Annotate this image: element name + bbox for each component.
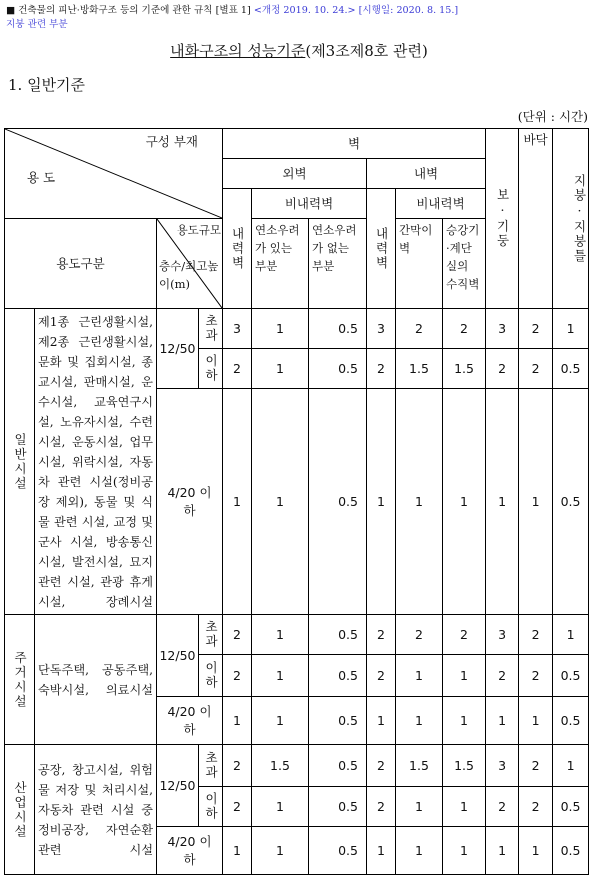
- beam-column-header: 보·기둥: [486, 129, 519, 309]
- value-cell: 1: [223, 827, 252, 875]
- value-cell: 1: [443, 389, 486, 615]
- value-cell: 2: [223, 787, 252, 827]
- value-cell: 2: [486, 349, 519, 389]
- value-cell: 0.5: [309, 349, 367, 389]
- value-cell: 1: [367, 389, 396, 615]
- table-row: [5, 309, 589, 349]
- cond-cell: 초과: [199, 309, 223, 349]
- cond-cell: 초과: [199, 745, 223, 787]
- component-label: 구성 부재: [145, 134, 198, 149]
- inner-bearing-header: 내력벽: [367, 189, 396, 309]
- no-fire-risk-header: 연소우려가 없는 부분: [309, 219, 367, 309]
- group-industrial: 산업시설: [5, 745, 35, 875]
- fire-risk-header: 연소우려가 있는 부분: [252, 219, 309, 309]
- wall-header: 벽: [223, 129, 486, 159]
- cond-cell: 이하: [199, 655, 223, 697]
- value-cell: 2: [443, 615, 486, 655]
- group-residential: 주거시설: [5, 615, 35, 745]
- value-cell: 1.5: [396, 745, 443, 787]
- cond-cell: 4/20 이하: [157, 389, 223, 615]
- value-cell: 0.5: [553, 827, 589, 875]
- value-cell: 1: [396, 389, 443, 615]
- inner-wall-header: 내벽: [367, 159, 486, 189]
- value-cell: 2: [367, 787, 396, 827]
- value-cell: 2: [367, 655, 396, 697]
- value-cell: 1: [396, 655, 443, 697]
- value-cell: 3: [367, 309, 396, 349]
- outer-nonbearing-header: 비내력벽: [252, 189, 367, 219]
- value-cell: 2: [223, 745, 252, 787]
- value-cell: 1: [486, 389, 519, 615]
- floors-height-label: 층수/최고높이(m): [159, 259, 219, 291]
- value-cell: 1: [252, 389, 309, 615]
- value-cell: 2: [519, 615, 553, 655]
- fire-resistance-table: [4, 128, 589, 875]
- value-cell: 1: [223, 389, 252, 615]
- shaft-wall-header: 승강기·계단실의 수직벽: [443, 219, 486, 309]
- general-uses: 제1종 근린생활시설, 제2종 근린생활시설, 문화 및 집회시설, 종교시설, 판매시설, 운수시설, 교육연구시설, 노유자시설, 수련시설, 운동시설, 업무시설, 위락시설, 자동차 관련 시설(정비공장 제외), 동물 및 식물 관련 시설, 교정 및 군사 시설, 방송통신시설, 발전시설, 묘지 관련 시설, 관광 휴게시설, 장례시설: [35, 309, 157, 615]
- value-cell: 0.5: [553, 349, 589, 389]
- value-cell: 2: [519, 655, 553, 697]
- value-cell: 2: [367, 615, 396, 655]
- value-cell: 1: [252, 697, 309, 745]
- value-cell: 1: [252, 615, 309, 655]
- value-cell: 2: [519, 349, 553, 389]
- general-height: 12/50: [157, 309, 199, 389]
- roof-header: 지붕·지붕틀: [553, 129, 589, 309]
- page-title: [0, 40, 598, 61]
- value-cell: 1: [396, 697, 443, 745]
- value-cell: 0.5: [309, 745, 367, 787]
- section-heading: 1. 일반기준: [8, 76, 86, 94]
- value-cell: 2: [486, 787, 519, 827]
- inner-nonbearing-header: 비내력벽: [396, 189, 486, 219]
- industrial-uses: 공장, 창고시설, 위험물 저장 및 처리시설, 자동차 관련 시설 중 정비공장, 자연순환 관련 시설: [35, 745, 157, 875]
- use-label: 용 도: [27, 170, 56, 185]
- value-cell: 2: [519, 309, 553, 349]
- value-cell: 0.5: [553, 389, 589, 615]
- value-cell: 1: [443, 827, 486, 875]
- value-cell: 1: [486, 827, 519, 875]
- value-cell: 1: [553, 309, 589, 349]
- value-cell: 3: [486, 745, 519, 787]
- value-cell: 2: [223, 615, 252, 655]
- value-cell: 1: [252, 827, 309, 875]
- value-cell: 0.5: [309, 615, 367, 655]
- value-cell: 2: [367, 349, 396, 389]
- value-cell: 1.5: [443, 745, 486, 787]
- value-cell: 2: [519, 745, 553, 787]
- value-cell: 0.5: [309, 655, 367, 697]
- value-cell: 2: [396, 309, 443, 349]
- value-cell: 0.5: [309, 309, 367, 349]
- value-cell: 1: [519, 827, 553, 875]
- cond-cell: 이하: [199, 349, 223, 389]
- value-cell: 1.5: [443, 349, 486, 389]
- value-cell: 2: [223, 349, 252, 389]
- header-diagonal-cell: [5, 129, 223, 219]
- value-cell: 1: [252, 349, 309, 389]
- value-cell: 1: [252, 309, 309, 349]
- value-cell: 1: [519, 389, 553, 615]
- value-cell: 0.5: [553, 787, 589, 827]
- value-cell: 1: [443, 697, 486, 745]
- title-main: 내화구조의 성능기준: [170, 42, 306, 60]
- title-suffix: (제3조제8호 관련): [305, 42, 428, 60]
- table-row: [5, 745, 589, 787]
- outer-wall-header: 외벽: [223, 159, 367, 189]
- group-general: 일반시설: [5, 309, 35, 615]
- value-cell: 2: [519, 787, 553, 827]
- value-cell: 1.5: [252, 745, 309, 787]
- value-cell: 2: [367, 745, 396, 787]
- cond-cell: 초과: [199, 615, 223, 655]
- value-cell: 0.5: [553, 655, 589, 697]
- value-cell: 3: [486, 615, 519, 655]
- value-cell: 1: [252, 655, 309, 697]
- revision-date[interactable]: <개정 2019. 10. 24.>: [253, 5, 356, 16]
- value-cell: 1: [553, 745, 589, 787]
- value-cell: 1: [443, 787, 486, 827]
- scale-label: 용도규모: [176, 223, 221, 237]
- value-cell: 0.5: [309, 389, 367, 615]
- value-cell: 2: [396, 615, 443, 655]
- value-cell: 1: [396, 827, 443, 875]
- value-cell: 0.5: [553, 697, 589, 745]
- unit-label: (단위 : 시간): [517, 109, 588, 124]
- value-cell: 1: [252, 787, 309, 827]
- value-cell: 2: [443, 309, 486, 349]
- use-class-header: 용도구분: [5, 219, 157, 309]
- value-cell: 2: [486, 655, 519, 697]
- value-cell: 1: [486, 697, 519, 745]
- value-cell: 2: [223, 655, 252, 697]
- industrial-height: 12/50: [157, 745, 199, 827]
- value-cell: 3: [486, 309, 519, 349]
- value-cell: 0.5: [309, 787, 367, 827]
- outer-bearing-header: 내력벽: [223, 189, 252, 309]
- value-cell: 3: [223, 309, 252, 349]
- residential-uses: 단독주택, 공동주택, 숙박시설, 의료시설: [35, 615, 157, 745]
- effective-date[interactable]: [시행일: 2020. 8. 15.]: [358, 5, 459, 16]
- value-cell: 0.5: [309, 827, 367, 875]
- cond-cell: 4/20 이하: [157, 697, 223, 745]
- value-cell: 1: [553, 615, 589, 655]
- value-cell: 1: [223, 697, 252, 745]
- value-cell: 1: [519, 697, 553, 745]
- table-row: [5, 615, 589, 655]
- law-reference: 건축물의 피난·방화구조 등의 기준에 관한 규칙 [별표 1]: [18, 5, 251, 16]
- value-cell: 1: [443, 655, 486, 697]
- law-header: [6, 4, 592, 32]
- scale-header: [157, 219, 223, 309]
- cond-cell: 4/20 이하: [157, 827, 223, 875]
- value-cell: 1: [367, 827, 396, 875]
- bullet-square-icon: ■: [6, 5, 16, 16]
- value-cell: 1: [367, 697, 396, 745]
- partition-header: 간막이벽: [396, 219, 443, 309]
- floor-header: 바닥: [519, 129, 553, 309]
- value-cell: 1.5: [396, 349, 443, 389]
- value-cell: 0.5: [309, 697, 367, 745]
- value-cell: 1: [396, 787, 443, 827]
- cond-cell: 이하: [199, 787, 223, 827]
- scope-note: 지붕 관련 부분: [6, 19, 68, 30]
- residential-height: 12/50: [157, 615, 199, 697]
